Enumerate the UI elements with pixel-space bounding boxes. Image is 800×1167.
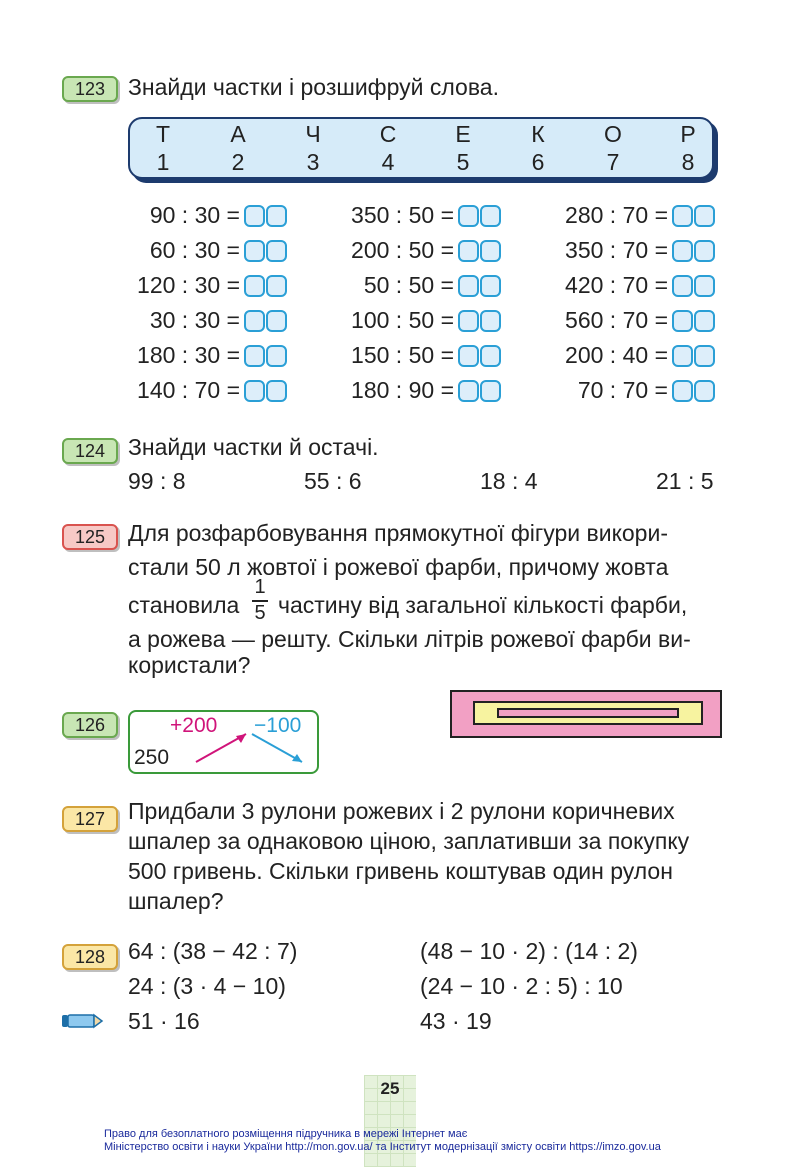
answer-cells[interactable] bbox=[672, 240, 718, 262]
answer-cells[interactable] bbox=[244, 380, 290, 402]
cipher-digit: 1 bbox=[156, 149, 170, 175]
footer-line-2: Міністерство освіти і науки України http://mon.gov.ua/ та Інститут модернізації змісту освіти https://imzo.gov.ua bbox=[104, 1141, 661, 1153]
answer-cells[interactable] bbox=[458, 275, 504, 297]
answer-cells[interactable] bbox=[244, 205, 290, 227]
task-number-124: 124 bbox=[62, 438, 118, 464]
equation: 180 : 30 = bbox=[137, 342, 240, 368]
division-item: 99 : 8 bbox=[128, 468, 186, 494]
problem-text: становила bbox=[128, 592, 240, 618]
problem-text: користали? bbox=[128, 652, 251, 678]
expression: (48 − 10 · 2) : (14 : 2) bbox=[420, 938, 638, 964]
problem-text: Придбали 3 рулони рожевих і 2 рулони коричневих bbox=[128, 798, 675, 824]
problem-text: частину від загальної кількості фарби, bbox=[278, 592, 688, 618]
answer-cells[interactable] bbox=[244, 310, 290, 332]
equation: 280 : 70 = bbox=[565, 202, 668, 228]
equation: 420 : 70 = bbox=[565, 272, 668, 298]
cipher-letter: К bbox=[531, 121, 545, 147]
cipher-letter: Ч bbox=[305, 121, 321, 147]
cipher-digit: 4 bbox=[381, 149, 395, 175]
cipher-digit: 5 bbox=[456, 149, 470, 175]
cipher-letter: О bbox=[604, 121, 622, 147]
equation: 90 : 30 = bbox=[149, 202, 240, 228]
answer-cells[interactable] bbox=[672, 205, 718, 227]
answer-cells[interactable] bbox=[244, 345, 290, 367]
equation: 200 : 40 = bbox=[565, 342, 668, 368]
cipher-digit: 7 bbox=[606, 149, 620, 175]
cipher-letter: Т bbox=[155, 121, 171, 147]
answer-cells[interactable] bbox=[458, 310, 504, 332]
task-number-125: 125 bbox=[62, 524, 118, 550]
expression: 51 · 16 bbox=[128, 1008, 200, 1034]
equation: 60 : 30 = bbox=[149, 237, 240, 263]
cipher-letter: Р bbox=[680, 121, 696, 147]
equation: 150 : 50 = bbox=[351, 342, 454, 368]
equation: 560 : 70 = bbox=[565, 307, 668, 333]
chain-plus: +200 bbox=[170, 714, 218, 737]
equation: 70 : 70 = bbox=[577, 377, 668, 403]
cipher-digit: 6 bbox=[531, 149, 545, 175]
equation: 200 : 50 = bbox=[351, 237, 454, 263]
fraction-numerator: 1 bbox=[254, 576, 266, 598]
cipher-digit: 3 bbox=[306, 149, 320, 175]
expression: 24 : (3 · 4 − 10) bbox=[128, 973, 286, 999]
answer-cells[interactable] bbox=[458, 380, 504, 402]
page-number: 25 bbox=[380, 1079, 400, 1098]
problem-text: стали 50 л жовтої і рожевої фарби, причому жовта bbox=[128, 554, 669, 580]
cipher-table bbox=[128, 117, 714, 179]
pencil-icon bbox=[60, 1012, 104, 1030]
cipher-digit: 8 bbox=[681, 149, 695, 175]
cipher-letter: А bbox=[230, 121, 246, 147]
answer-cells[interactable] bbox=[672, 380, 718, 402]
answer-cells[interactable] bbox=[458, 240, 504, 262]
chain-minus: −100 bbox=[254, 714, 302, 737]
task-number-123: 123 bbox=[62, 76, 118, 102]
problem-text: шпалер? bbox=[128, 888, 224, 914]
problem-text: Для розфарбовування прямокутної фігури викори- bbox=[128, 520, 668, 546]
cipher-letter: Е bbox=[455, 121, 471, 147]
answer-cells[interactable] bbox=[672, 345, 718, 367]
cipher-letter: С bbox=[379, 121, 397, 147]
fraction-denominator: 5 bbox=[254, 602, 266, 624]
division-item: 21 : 5 bbox=[656, 468, 714, 494]
equation: 350 : 70 = bbox=[565, 237, 668, 263]
task-124-title: Знайди частки й остачі. bbox=[128, 434, 379, 460]
answer-cells[interactable] bbox=[672, 275, 718, 297]
problem-text: 500 гривень. Скільки гривень коштував один рулон bbox=[128, 858, 673, 884]
equation: 140 : 70 = bbox=[137, 377, 240, 403]
problem-text: шпалер за однаковою ціною, заплативши за покупку bbox=[128, 828, 690, 854]
division-item: 55 : 6 bbox=[304, 468, 362, 494]
task-number-126: 126 bbox=[62, 712, 118, 738]
equation: 100 : 50 = bbox=[351, 307, 454, 333]
equation: 120 : 30 = bbox=[137, 272, 240, 298]
rectangle-figure-inner bbox=[497, 708, 679, 718]
problem-text: а рожева — решту. Скільки літрів рожевої фарби ви- bbox=[128, 626, 691, 652]
task-number-128: 128 bbox=[62, 944, 118, 970]
chain-start: 250 bbox=[134, 746, 170, 769]
answer-cells[interactable] bbox=[458, 345, 504, 367]
task-number-127: 127 bbox=[62, 806, 118, 832]
footer-line-1: Право для безоплатного розміщення підручника в мережі Інтернет має bbox=[104, 1128, 468, 1140]
answer-cells[interactable] bbox=[458, 205, 504, 227]
chain-arrows bbox=[130, 712, 317, 772]
equation: 50 : 50 = bbox=[363, 272, 454, 298]
page-number-box bbox=[364, 1075, 416, 1167]
operation-chain bbox=[128, 710, 319, 774]
expression: 43 · 19 bbox=[420, 1008, 492, 1034]
answer-cells[interactable] bbox=[244, 275, 290, 297]
expression: 64 : (38 − 42 : 7) bbox=[128, 938, 298, 964]
expression: (24 − 10 · 2 : 5) : 10 bbox=[420, 973, 623, 999]
answer-cells[interactable] bbox=[672, 310, 718, 332]
equation: 180 : 90 = bbox=[351, 377, 454, 403]
division-item: 18 : 4 bbox=[480, 468, 538, 494]
equation: 350 : 50 = bbox=[351, 202, 454, 228]
task-123-title: Знайди частки і розшифруй слова. bbox=[128, 74, 499, 100]
answer-cells[interactable] bbox=[244, 240, 290, 262]
equation: 30 : 30 = bbox=[149, 307, 240, 333]
cipher-digit: 2 bbox=[231, 149, 245, 175]
